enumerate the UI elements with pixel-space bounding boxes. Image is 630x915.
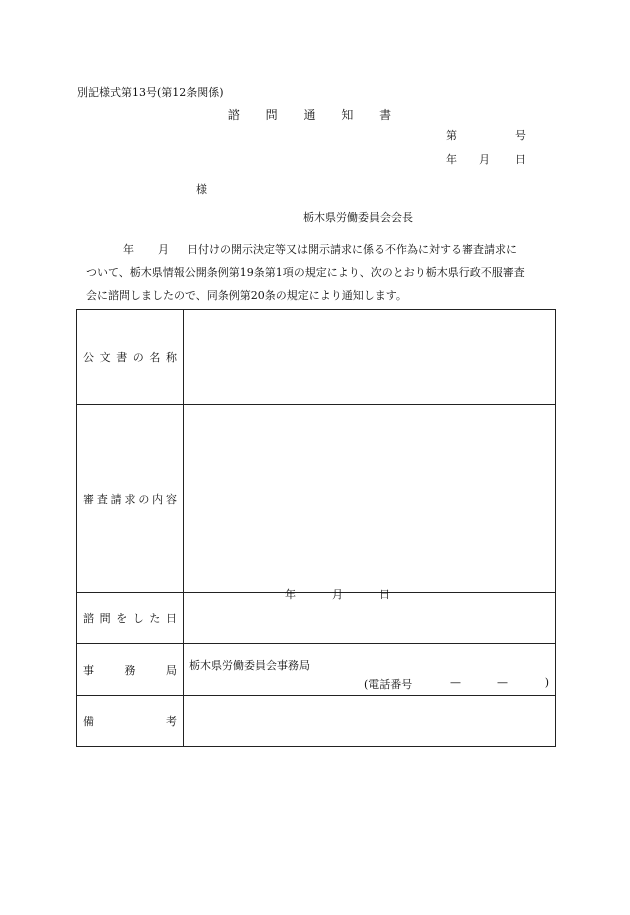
request-content-field[interactable] xyxy=(184,405,556,593)
addressee: 様 xyxy=(196,183,207,196)
label-document-name: 公 文 書 の 名 称 xyxy=(77,310,184,405)
label-secretariat: 事 務 局 xyxy=(77,644,184,696)
date-day: 日 xyxy=(515,153,526,166)
label-request-content: 審 査 請 求 の 内 容 xyxy=(77,405,184,593)
doc-number-prefix: 第 xyxy=(446,129,457,142)
table-row xyxy=(77,644,556,696)
date-month: 月 xyxy=(479,153,490,166)
date-year: 年 xyxy=(446,153,457,166)
body-line-2: ついて、栃木県情報公開条例第19条第1項の規定により、次のとおり栃木県行政不服審査 xyxy=(86,266,525,279)
consult-month: 月 xyxy=(332,588,343,601)
form-table xyxy=(76,309,556,747)
body-line-1: 年 月 日付けの開示決定等又は開示請求に係る不作為に対する審査請求に xyxy=(123,243,517,256)
title-char: 諮 xyxy=(227,108,240,122)
body-line-3: 会に諮問しましたので、同条例第20条の規定により通知します。 xyxy=(86,289,407,302)
secretariat-field: 栃木県労働委員会事務局 (電話番号 — — ) xyxy=(184,644,556,696)
table-row xyxy=(77,310,556,405)
remarks-field[interactable] xyxy=(184,696,556,747)
title-char: 書 xyxy=(379,108,392,122)
secretariat-name: 栃木県労働委員会事務局 xyxy=(189,659,310,672)
body-text xyxy=(86,238,556,307)
table-row xyxy=(77,696,556,747)
consultation-date-field[interactable] xyxy=(184,588,556,644)
consult-day: 日 xyxy=(379,588,390,601)
consult-year: 年 xyxy=(285,588,296,601)
table-row xyxy=(77,593,556,644)
label-remarks: 備 考 xyxy=(77,696,184,747)
document-title xyxy=(0,106,630,123)
form-number-label: 別記様式第13号(第12条関係) xyxy=(77,86,224,99)
title-char: 知 xyxy=(341,108,354,122)
document-name-field[interactable] xyxy=(184,310,556,405)
title-char: 問 xyxy=(265,108,278,122)
doc-number-suffix: 号 xyxy=(515,129,526,142)
sender: 栃木県労働委員会会長 xyxy=(303,211,413,224)
title-char: 通 xyxy=(303,108,316,122)
label-consultation-date: 諮 問 を し た 日 xyxy=(77,593,184,644)
table-row xyxy=(77,405,556,593)
